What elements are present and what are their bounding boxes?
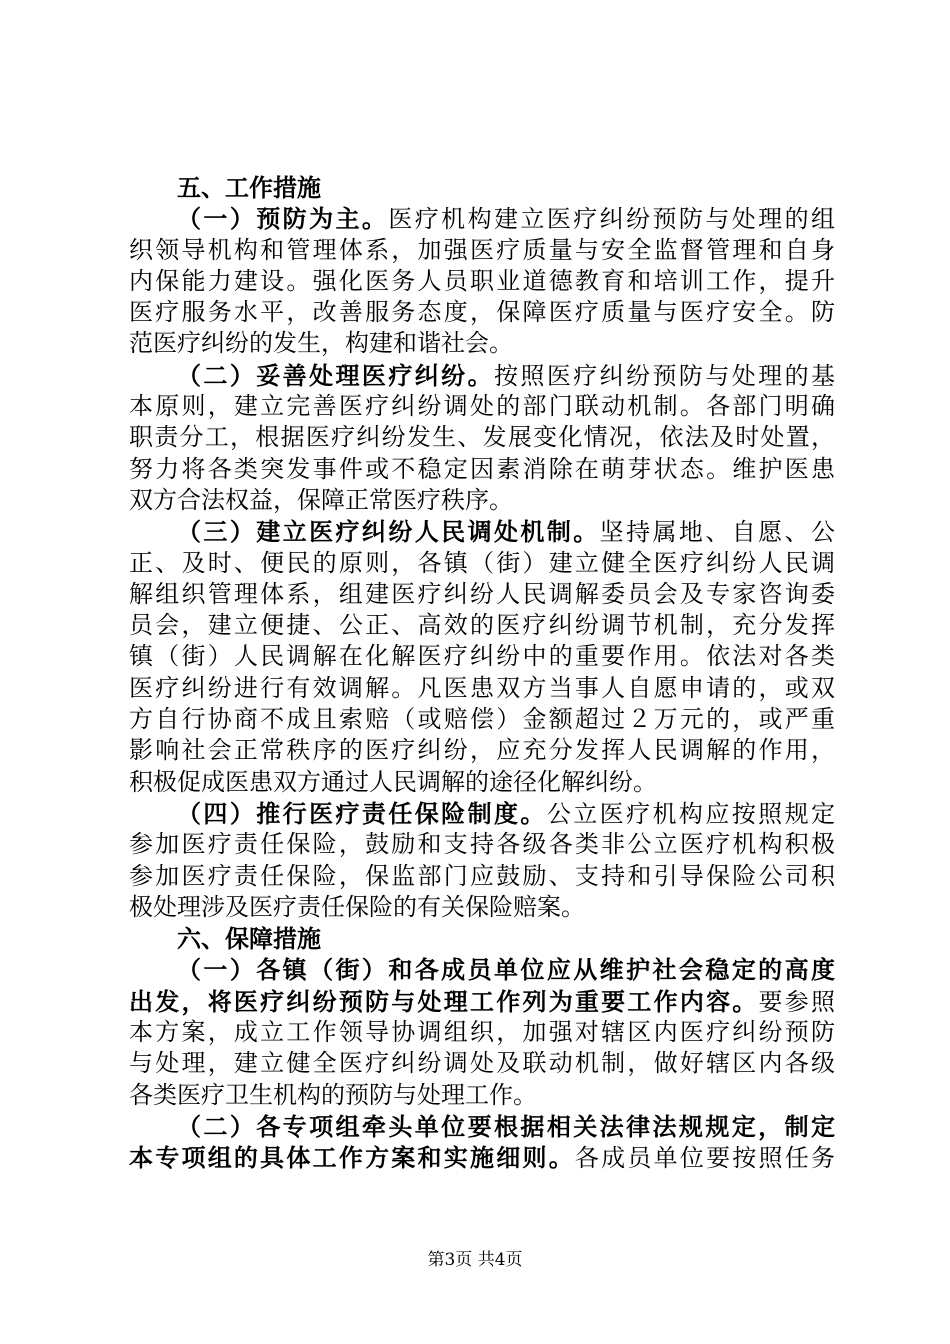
bold-text: （二）各专项组牵头单位要根据相关法律法规规定，制定 — [177, 1111, 835, 1141]
text-line — [129, 1142, 835, 1173]
text-line — [129, 954, 835, 985]
body-text: 按照医疗纠纷预防与处理的基 — [494, 361, 835, 390]
body-text: 公立医疗机构应按照规定 — [546, 799, 836, 828]
body-text: 努力将各类突发事件或不稳定因素消除在萌芽状态。维护医患 — [129, 454, 835, 483]
text-line — [129, 861, 835, 892]
body-text: 医疗服务水平，改善服务态度，保障医疗质量与医疗安全。防 — [129, 298, 835, 327]
bold-text: （四）推行医疗责任保险制度。 — [177, 798, 547, 828]
body-text: 本方案，成立工作领导协调组织，加强对辖区内医疗纠纷预防 — [129, 1018, 835, 1047]
text-line — [129, 203, 835, 234]
body-text: 本原则，建立完善医疗纠纷调处的部门联动机制。各部门明确 — [129, 392, 835, 421]
text-line — [129, 798, 835, 829]
text-line — [129, 485, 835, 516]
body-text: 正、及时、便民的原则，各镇（街）建立健全医疗纠纷人民调 — [129, 548, 835, 577]
bold-text: 出发，将医疗纠纷预防与处理工作列为重要工作内容。 — [129, 986, 759, 1016]
text-line — [129, 516, 835, 547]
text-line — [129, 172, 835, 203]
text-line — [129, 986, 835, 1017]
body-text: 各成员单位要按照任务 — [574, 1144, 835, 1173]
text-line — [129, 422, 835, 453]
text-line — [129, 704, 835, 735]
text-line — [129, 266, 835, 297]
text-line — [129, 1080, 835, 1111]
text-line — [129, 923, 835, 954]
bold-text: 本专项组的具体工作方案和实施细则。 — [129, 1143, 575, 1173]
page-footer: 第3页 共4页 — [427, 1250, 523, 1270]
body-text: 方自行协商不成且索赔（或赔偿）金额超过２万元的，或严重 — [129, 705, 835, 734]
document-body — [129, 172, 835, 1174]
body-text: 医疗纠纷进行有效调解。凡医患双方当事人自愿申请的，或双 — [129, 673, 835, 702]
text-line — [129, 328, 835, 359]
text-line — [129, 1017, 835, 1048]
bold-text: （三）建立医疗纠纷人民调处机制。 — [177, 517, 600, 547]
body-text: 双方合法权益，保障正常医疗秩序。 — [129, 485, 513, 514]
text-line — [129, 297, 835, 328]
body-text: 参加医疗责任保险，保监部门应鼓励、支持和引导保险公司积 — [129, 861, 835, 890]
text-line — [129, 735, 835, 766]
bold-text: 六、保障措施 — [177, 924, 321, 954]
body-text: 医疗机构建立医疗纠纷预防与处理的组 — [388, 205, 836, 234]
text-line — [129, 829, 835, 860]
body-text: 职责分工，根据医疗纠纷发生、发展变化情况，依法及时处置， — [129, 423, 835, 452]
text-line — [129, 673, 835, 704]
text-line — [129, 579, 835, 610]
bold-text: （二）妥善处理医疗纠纷。 — [177, 360, 494, 390]
body-text: 镇（街）人民调解在化解医疗纠纷中的重要作用。依法对各类 — [129, 642, 835, 671]
body-text: 极处理涉及医疗责任保险的有关保险赔案。 — [129, 892, 585, 921]
body-text: 要参照 — [758, 987, 836, 1016]
text-line — [129, 767, 835, 798]
text-line — [129, 610, 835, 641]
body-text: 与处理，建立健全医疗纠纷调处及联动机制，做好辖区内各级 — [129, 1049, 835, 1078]
text-line — [129, 641, 835, 672]
text-line — [129, 235, 835, 266]
body-text: 范医疗纠纷的发生，构建和谐社会。 — [129, 329, 513, 358]
body-text: 内保能力建设。强化医务人员职业道德教育和培训工作，提升 — [129, 266, 835, 295]
text-line — [129, 391, 835, 422]
text-line — [129, 1048, 835, 1079]
body-text: 参加医疗责任保险，鼓励和支持各级各类非公立医疗机构积极 — [129, 830, 835, 859]
body-text: 坚持属地、自愿、公 — [599, 518, 836, 547]
bold-text: （一）各镇（街）和各成员单位应从维护社会稳定的高度 — [177, 955, 835, 985]
text-line — [129, 360, 835, 391]
bold-text: 五、工作措施 — [177, 173, 321, 202]
body-text: 员会，建立便捷、公正、高效的医疗纠纷调节机制，充分发挥 — [129, 611, 835, 640]
body-text: 各类医疗卫生机构的预防与处理工作。 — [129, 1080, 537, 1109]
body-text: 织领导机构和管理体系，加强医疗质量与安全监督管理和自身 — [129, 235, 835, 264]
body-text: 积极促成医患双方通过人民调解的途径化解纠纷。 — [129, 767, 657, 796]
body-text: 影响社会正常秩序的医疗纠纷，应充分发挥人民调解的作用， — [129, 736, 835, 765]
text-line — [129, 1111, 835, 1142]
body-text: 解组织管理体系，组建医疗纠纷人民调解委员会及专家咨询委 — [129, 579, 835, 608]
bold-text: （一）预防为主。 — [177, 204, 389, 234]
text-line — [129, 548, 835, 579]
text-line — [129, 454, 835, 485]
text-line — [129, 892, 835, 923]
